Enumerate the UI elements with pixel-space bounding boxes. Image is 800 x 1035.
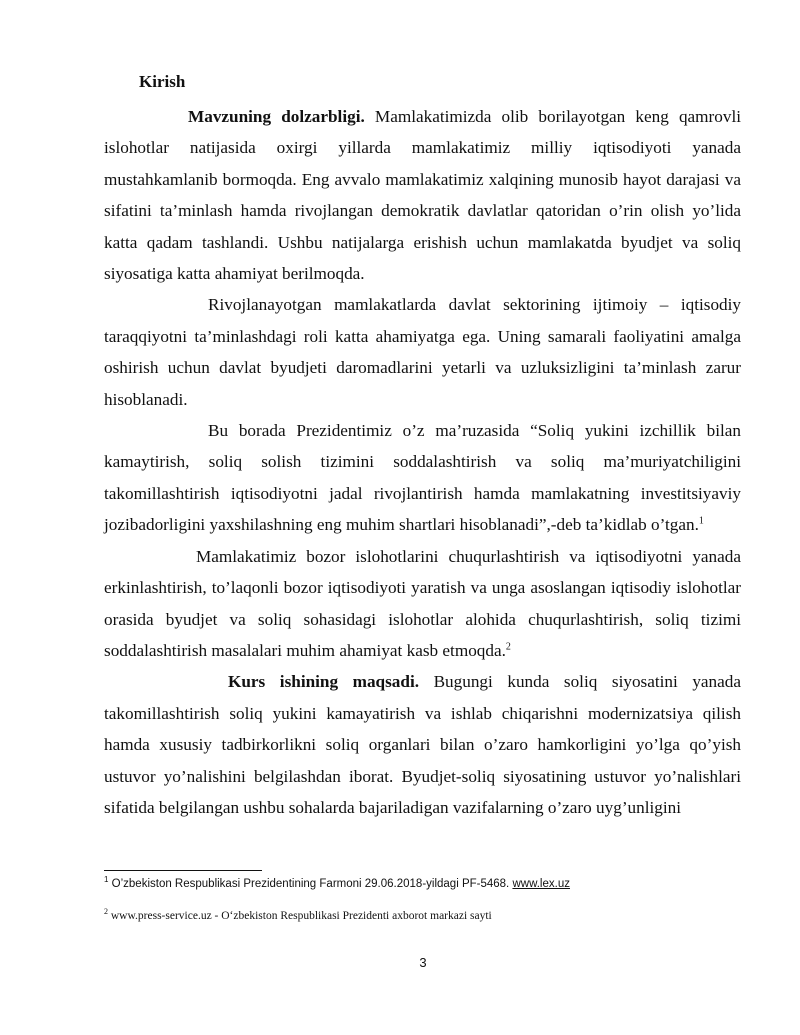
body-text <box>104 101 741 823</box>
footnote-2 <box>104 907 492 922</box>
paragraph-course-goal <box>104 666 741 823</box>
paragraph-text: Bugungi kunda soliq siyosatini yanada takomillashtirish soliq yukini kamayatirish va ishlab chiqarishni modernizatsiya qilish hamda xususiy tadbirkorlikni soliq organlari bilan o’zaro hamkorligini yo’lga qo’yish ustuvor yo’nalishini belgilashdan iborat. Byudjet-soliq siyosatining ustuvor yo’nalishlari sifatida belgilangan ushbu sohalarda bajariladigan vazifalarning o’zaro uyg’unligini <box>104 672 741 817</box>
paragraph-lead: Kurs ishining maqsadi. <box>228 672 420 692</box>
footnote-text: www.press-service.uz - O‘zbekiston Respublikasi Prezidenti axborot markazi sayti <box>108 910 492 922</box>
section-heading: Kirish <box>139 72 186 91</box>
footnote-ref[interactable]: 1 <box>698 515 704 527</box>
paragraph-market-reforms <box>104 541 741 667</box>
paragraph-text: Bu borada Prezidentimiz o’z ma’ruzasida “Soliq yukini izchillik bilan kamaytirish, soliq solish tizimini soddalashtirish va soliq ma’muriyatchiligini takomillashtirish iqtisodiyotni jadal rivojlantirish hamda mamlakatning investitsiyaviy jozibadorligini yaxshilashning eng muhim shartlari hisoblanadi”,-deb ta’kidlab o’tgan. <box>104 421 741 535</box>
footnote-1 <box>104 875 570 890</box>
paragraph-lead: Mavzuning dolzarbligi. <box>188 107 365 126</box>
footnote-mark: 1 <box>104 875 109 885</box>
paragraph-relevance <box>104 101 741 289</box>
paragraph-president-quote <box>104 415 741 541</box>
page-number: 3 <box>419 955 427 970</box>
footnote-mark: 2 <box>104 907 108 917</box>
footnote-ref[interactable]: 2 <box>505 641 511 653</box>
paragraph-text: Rivojlanayotgan mamlakatlarda davlat sektorining ijtimoiy – iqtisodiy taraqqiyotni ta’minlashdagi roli katta ahamiyatga ega. Uning samarali faoliyatini amalga oshirish uchun davlat byudjeti daromadlarini yetarli va uzluksizligini ta’minlash zarur hisoblanadi. <box>104 295 741 409</box>
paragraph-text: Mamlakatimizda olib borilayotgan keng qamrovli islohotlar natijasida oxirgi yillarda mamlakatimiz milliy iqtisodiyoti yanada mustahkamlanib bormoqda. Eng avvalo mamlakatimiz xalqining munosib hayot darajasi va sifatini ta’minlash hamda rivojlangan demokratik davlatlar qatoridan o’rin olish yo’lida katta qadam tashlandi. Ushbu natijalarga erishish uchun mamlakatda byudjet va soliq siyosatiga katta ahamiyat berilmoqda. <box>104 107 741 284</box>
footnote-text: O’zbekiston Respublikasi Prezidentining Farmoni 29.06.2018-yildagi PF-5468. <box>108 878 513 890</box>
paragraph-text: Mamlakatimiz bozor islohotlarini chuqurlashtirish va iqtisodiyotni yanada erkinlashtirish, to’laqonli bozor iqtisodiyoti yaratish va unga asoslangan iqtisodiy islohotlar orasida byudjet va soliq sohasidagi islohotlar alohida chuqurlashtirish, soliq tizimi soddalashtirish masalalari muhim ahamiyat kasb etmoqda. <box>104 546 741 660</box>
paragraph-state-sector <box>104 289 741 415</box>
footnote-link[interactable]: www.lex.uz <box>512 878 570 890</box>
footnote-divider <box>104 870 262 871</box>
